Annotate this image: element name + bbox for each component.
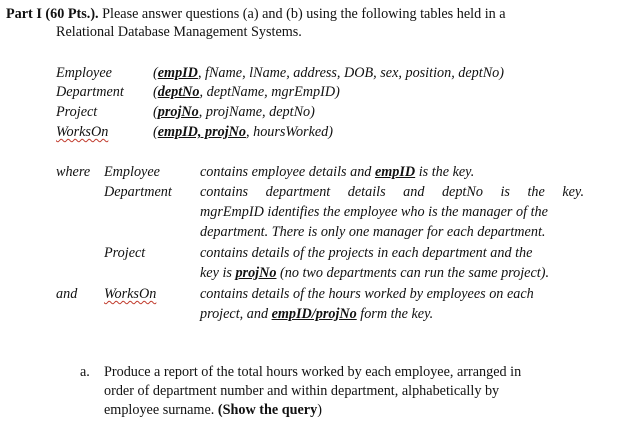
question-a-line3: employee surname. (Show the query) [104,402,322,418]
desc-label-workson: WorksOn [104,286,157,302]
desc-workson-line1: contains details of the hours worked by employees on each [200,286,534,302]
question-a-line2: order of department number and within department, alphabetically by [104,383,500,399]
desc-project-line1: contains details of the projects in each department and the [200,245,533,261]
desc-employee-key: empID [374,164,416,180]
heading-text-line1: Please answer questions (a) and (b) using the following tables held in a [98,6,506,22]
schema-name-workson: WorksOn [56,124,109,140]
schema-key-employee: empID [157,65,198,81]
schema-key-project: projNo [157,104,199,120]
desc-project-key: projNo [235,265,277,281]
question-a-marker: a. [80,364,90,380]
where-label: where [56,164,91,180]
schema-name-employee: Employee [56,65,112,81]
desc-label-project: Project [104,245,146,261]
desc-department-line3: department. There is only one manager for each department. [200,224,546,240]
schema-key-department: deptNo [157,84,200,100]
desc-department-line1: contains department details and deptNo is the key. [200,184,584,200]
question-a-show-query: (Show the query [217,402,318,418]
schema-def-department: (deptNo, deptName, mgrEmpID) [153,84,340,100]
schema-def-project: (projNo, projName, deptNo) [153,104,315,120]
part-heading [6,5,506,23]
schema-name-project: Project [56,104,98,120]
desc-label-department: Department [104,184,172,200]
desc-department-line2: mgrEmpID identifies the employee who is the manager of the [200,204,548,220]
and-label: and [56,286,78,302]
question-a-line1: Produce a report of the total hours worked by each employee, arranged in [104,364,522,380]
schema-def-workson: (empID, projNo, hoursWorked) [153,124,333,140]
part-label: Part I (60 Pts.). [6,6,99,22]
desc-workson-key: empID/projNo [271,306,357,322]
desc-employee: contains employee details and empID is the key. [200,164,475,180]
heading-text-line2: Relational Database Management Systems. [56,24,302,40]
schema-name-department: Department [56,84,124,100]
desc-label-employee: Employee [104,164,160,180]
schema-def-employee: (empID, fName, lName, address, DOB, sex, position, deptNo) [153,65,504,81]
desc-workson-line2: project, and empID/projNo form the key. [200,306,434,322]
desc-project-line2: key is projNo (no two departments can run the same project). [200,265,549,281]
schema-key-workson: empID, projNo [157,124,247,140]
